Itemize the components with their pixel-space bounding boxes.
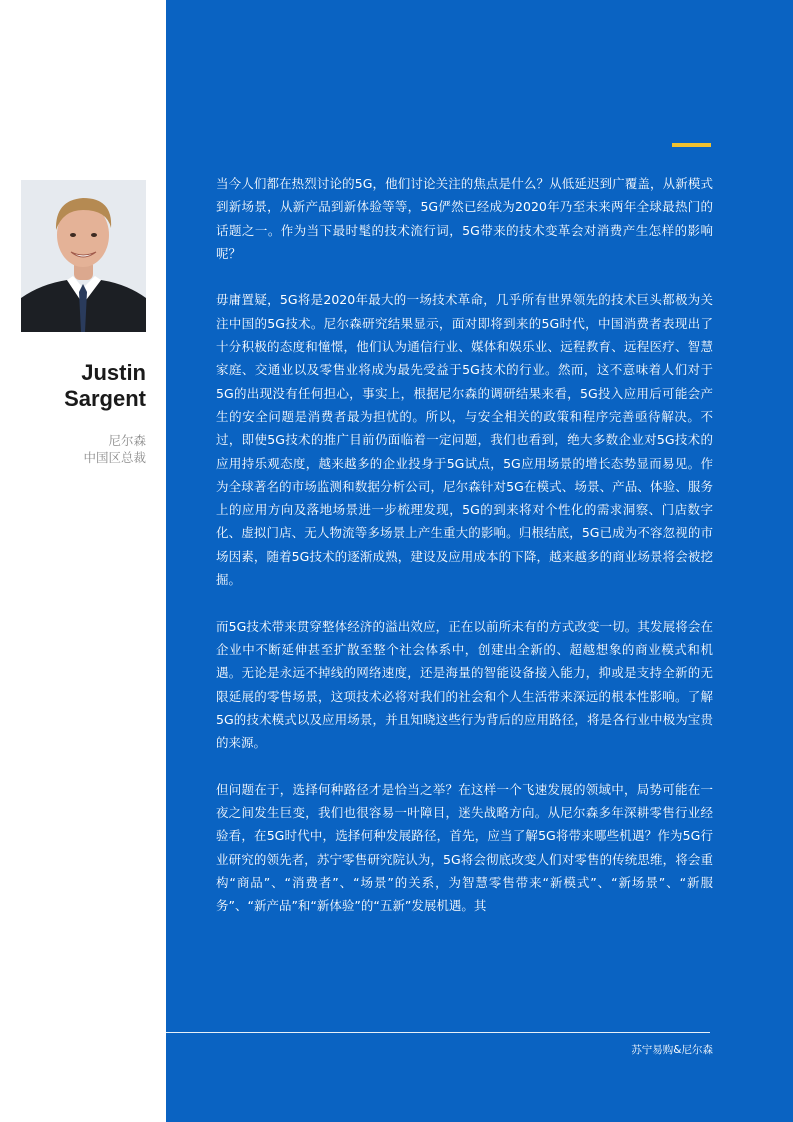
person-role (83, 432, 146, 466)
portrait-illustration (21, 180, 146, 332)
person-name (64, 360, 146, 412)
article-paragraph-1: 当今人们都在热烈讨论的5G，他们讨论关注的焦点是什么？从低延迟到广覆盖，从新模式到新场景，从新产品到新体验等等，5G俨然已经成为2020年乃至未来两年全球最热门的话题之一。作为当下最时髦的技术流行词，5G带来的技术变革会对消费产生怎样的影响呢？ (216, 176, 713, 261)
profile-sidebar (0, 0, 166, 1122)
article-panel (166, 0, 793, 1122)
accent-bar (672, 143, 711, 147)
profile-photo (21, 180, 146, 332)
person-first-name: Justin (81, 360, 146, 385)
footer-divider (166, 1032, 710, 1033)
article-paragraph-2: 毋庸置疑，5G将是2020年最大的一场技术革命，几乎所有世界领先的技术巨头都极为关注中国的5G技术。尼尔森研究结果显示，面对即将到来的5G时代，中国消费者表现出了十分积极的态度和憧憬，他们认为通信行业、媒体和娱乐业、远程教育、远程医疗、智慧家庭、交通业以及零售业将成为最先受益于5G技术的行业。然而，这不意味着人们对于5G的出现没有任何担心，事实上，根据尼尔森的调研结果来看，5G投入应用后可能会产生的安全问题是消费者最为担忧的。所以，与安全相关的政策和程序完善亟待解决。不过，即使5G技术的推广目前仍面临着一定问题，我们也看到，绝大多数企业对5G技术的应用持乐观态度，越来越多的企业投身于5G试点，5G应用场景的增长态势显而易见。作为全球著名的市场监测和数据分析公司，尼尔森针对5G在模式、场景、产品、体验、服务上的应用方向及落地场景进一步梳理发现，5G的到来将对个性化的需求洞察、门店数字化、虚拟门店、无人物流等多场景上产生重大的影响。归根结底，5G已成为不容忽视的市场因素，随着5G技术的逐渐成熟，建设及应用成本的下降，越来越多的商业场景将会被挖掘。 (216, 292, 713, 588)
person-last-name: Sargent (64, 386, 146, 411)
person-title: 中国区总裁 (83, 450, 146, 465)
person-company: 尼尔森 (108, 433, 146, 448)
article-body (216, 172, 713, 941)
footer-label: 苏宁易购&尼尔森 (631, 1044, 713, 1056)
article-paragraph-4: 但问题在于，选择何种路径才是恰当之举？在这样一个飞速发展的领域中，局势可能在一夜之间发生巨变，我们也很容易一叶障目，迷失战略方向。从尼尔森多年深耕零售行业经验看，在5G时代中，选择何种发展路径，首先，应当了解5G将带来哪些机遇？作为5G行业研究的领先者，苏宁零售研究院认为，5G将会彻底改变人们对零售的传统思维，将会重构“商品”、“消费者”、“场景”的关系，为智慧零售带来“新模式”、“新场景”、“新服务”、“新产品”和“新体验”的“五新”发展机遇。其 (216, 781, 713, 914)
article-paragraph-3: 而5G技术带来贯穿整体经济的溢出效应，正在以前所未有的方式改变一切。其发展将会在企业中不断延伸甚至扩散至整个社会体系中，创建出全新的、超越想象的商业模式和机遇。无论是永远不掉线的网络速度，还是海量的智能设备接入能力，抑或是支持全新的无限延展的零售场景，这项技术必将对我们的社会和个人生活带来深远的根本性影响。了解5G的技术模式以及应用场景，并且知晓这些行为背后的应用路径，将是各行业中极为宝贵的来源。 (216, 618, 713, 751)
